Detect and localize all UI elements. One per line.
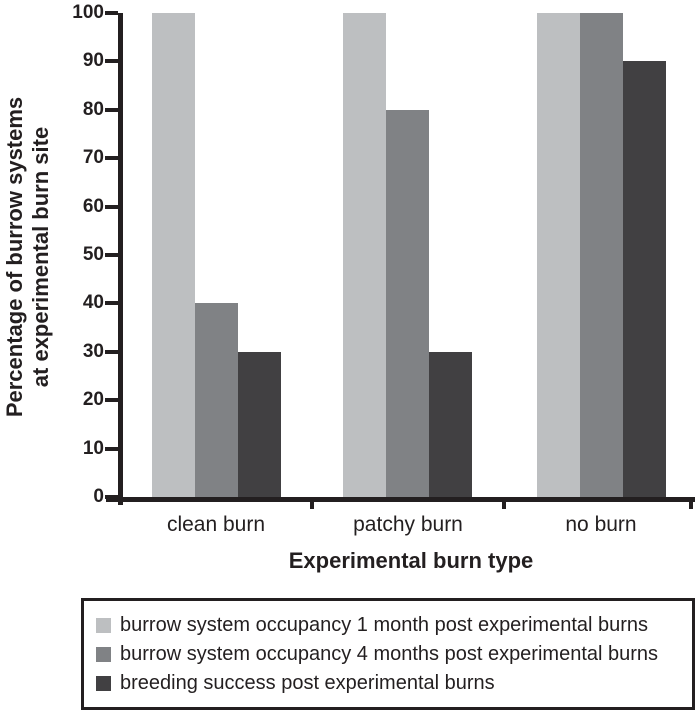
y-tick-label-100: 100 [72,2,104,23]
x-category-label-patchy-burn: patchy burn [353,513,463,536]
y-tick-70 [105,156,118,160]
bar-patchy-burn-series-2 [386,110,429,497]
y-tick-label-60: 60 [82,195,104,217]
y-tick-label-10: 10 [82,437,104,459]
bar-no-burn-series-2 [580,13,623,497]
x-tick-3 [689,500,693,509]
x-category-label-clean-burn: clean burn [166,513,266,536]
legend-label-1: burrow system occupancy 1 month post experimental burns [120,613,649,636]
x-tick-1 [310,500,314,509]
bar-patchy-burn-series-3 [429,352,472,497]
y-tick-30 [105,350,118,354]
legend-item-1 [96,611,692,640]
legend-item-2 [96,640,692,669]
bar-no-burn-series-3 [623,61,666,497]
y-axis-line [118,13,123,505]
y-tick-label-80: 80 [82,98,104,120]
legend-swatch-3 [96,676,111,691]
y-tick-10 [105,447,118,451]
y-axis-title-line2: at experimental burn site [28,126,53,388]
y-tick-label-0: 0 [93,486,104,507]
y-tick-50 [105,253,118,257]
legend-label-3: breeding success post experimental burns [120,671,495,694]
y-tick-60 [105,205,118,209]
x-category-label-no-burn: no burn [565,513,637,536]
bar-clean-burn-series-2 [195,303,238,497]
y-tick-label-20: 20 [82,389,104,411]
legend-box [81,598,695,710]
y-tick-label-30: 30 [82,340,104,362]
y-tick-80 [105,108,118,112]
y-tick-90 [105,59,118,63]
bar-clean-burn-series-1 [152,13,195,497]
y-axis-title-line1: Percentage of burrow systems [2,96,27,418]
bar-clean-burn-series-3 [238,352,281,497]
legend-swatch-1 [96,618,111,633]
y-tick-label-70: 70 [82,147,104,169]
legend-label-2: burrow system occupancy 4 months post experimental burns [120,642,659,665]
y-tick-label-40: 40 [82,292,104,314]
legend-item-3 [96,669,692,698]
y-tick-0 [105,495,118,499]
bar-no-burn-series-1 [537,13,580,497]
x-axis-title: Experimental burn type [288,548,534,573]
legend-rows [96,611,692,698]
legend-swatch-2 [96,647,111,662]
y-tick-label-90: 90 [82,50,104,72]
y-tick-20 [105,398,118,402]
y-tick-100 [105,11,118,15]
x-tick-2 [502,500,506,509]
x-axis-line [106,497,695,502]
y-tick-label-50: 50 [82,244,104,265]
bar-patchy-burn-series-1 [343,13,386,497]
y-tick-40 [105,301,118,305]
